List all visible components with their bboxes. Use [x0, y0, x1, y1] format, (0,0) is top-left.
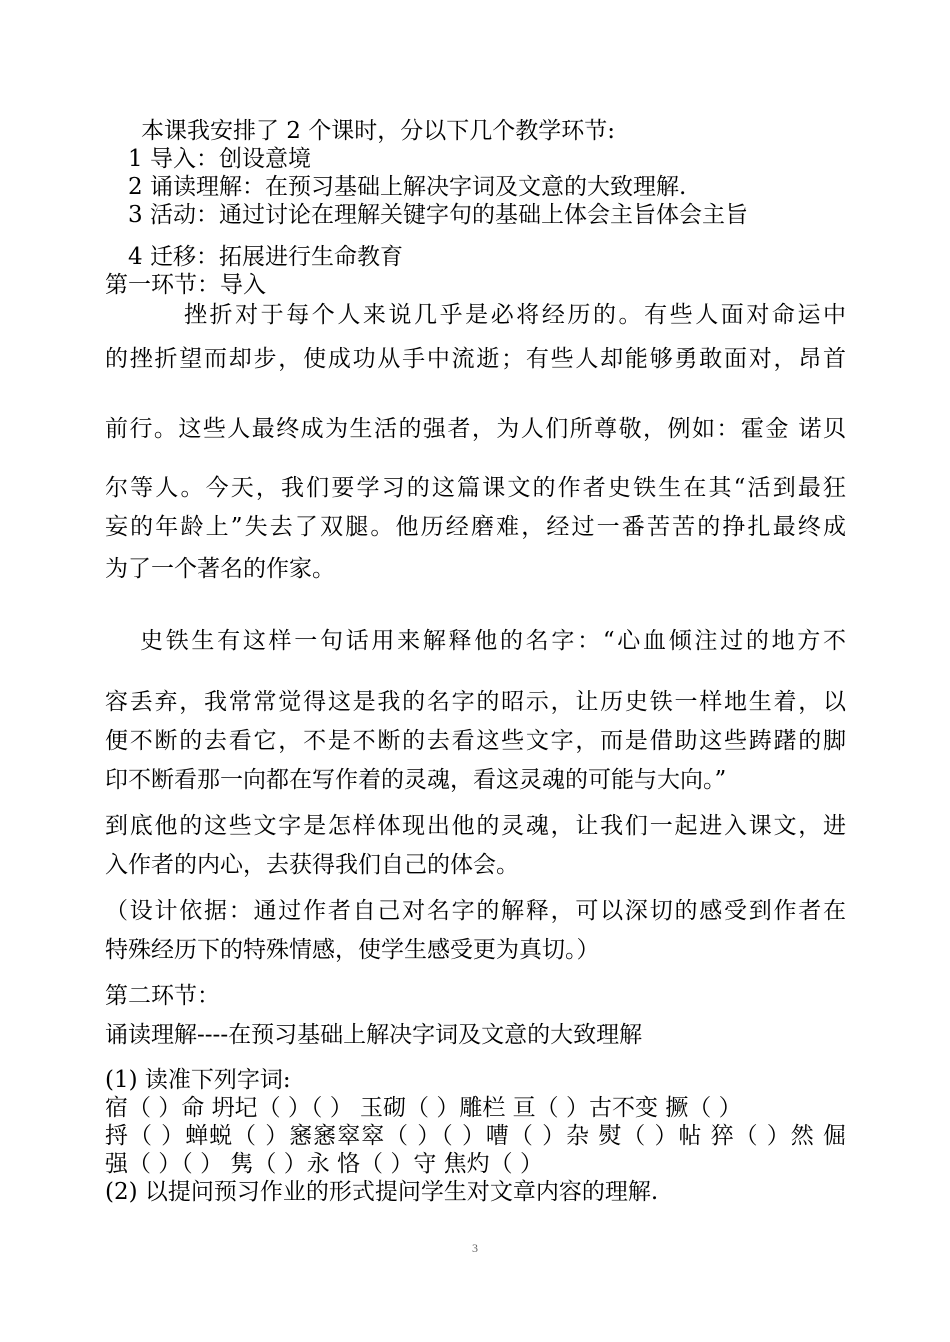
intro-step-3: 3 活动：通过讨论在理解关键字句的基础上体会主旨体会主旨 [128, 202, 748, 228]
intro-overview: 本课我安排了 2 个课时，分以下几个教学环节: [141, 118, 616, 144]
intro-step-4: 4 迁移：拓展进行生命教育 [128, 244, 403, 270]
intro-step-1: 1 导入：创设意境 [128, 146, 311, 172]
task1-title: (1) 读准下列字词: [105, 1067, 291, 1093]
section2-subheading: 诵读理解----在预习基础上解决字词及文意的大致理解 [105, 1022, 643, 1048]
section1-paragraph1-line2: 的挫折望而却步，使成功从手中流逝；有些人却能够勇敢面对，昂首 [105, 346, 846, 372]
task2: (2) 以提问预习作业的形式提问学生对文章内容的理解. [105, 1179, 659, 1205]
section1-paragraph1-line1: 挫折对于每个人来说几乎是必将经历的。有些人面对命运中 [184, 302, 846, 328]
page-number: 3 [472, 1241, 478, 1255]
section1-paragraph1-line3: 前行。这些人最终成为生活的强者，为人们所尊敬，例如：霍金 诺贝 [105, 416, 846, 442]
design-basis-line2: 特殊经历下的特殊情感，使学生感受更为真切。） [105, 937, 600, 963]
section1-paragraph1-line5: 妄的年龄上”失去了双腿。他历经磨难，经过一番苦苦的挣扎最终成 [105, 514, 846, 540]
section1-paragraph2-line4: 印不断看那一向都在写作着的灵魂，看这灵魂的可能与大向。” [105, 767, 727, 793]
section1-paragraph1-line4: 尔等人。今天，我们要学习的这篇课文的作者史铁生在其“活到最狂 [105, 475, 846, 501]
section2-heading: 第二环节： [105, 983, 220, 1009]
task1-row2: 捋（ ）蝉蜕（ ）窸窸窣窣（ ）（ ）嘈（ ）杂 熨（ ）帖 猝（ ）然 倔 [105, 1123, 846, 1149]
section1-paragraph2-line3: 便不断的去看它，不是不断的去看这些文字，而是借助这些踌躇的脚 [105, 728, 846, 754]
section1-paragraph3-line2: 入作者的内心，去获得我们自己的体会。 [105, 852, 519, 878]
section1-heading: 第一环节：导入 [105, 272, 266, 298]
section1-paragraph2-line2: 容丢弃，我常常觉得这是我的名字的昭示，让历史铁一样地生着，以 [105, 689, 846, 715]
task1-row1: 宿（ ）命 坍圮（ ）（ ） 玉砌（ ）雕栏 亘（ ）古不变 撅（ ） [105, 1095, 742, 1121]
section1-paragraph1-line6: 为了一个著名的作家。 [105, 556, 335, 582]
task1-row3: 强（ ）（ ） 隽（ ）永 恪（ ）守 焦灼（ ） [105, 1151, 543, 1177]
design-basis-line1: （设计依据：通过作者自己对名字的解释，可以深切的感受到作者在 [105, 898, 846, 924]
intro-step-2: 2 诵读理解：在预习基础上解决字词及文意的大致理解. [128, 174, 687, 200]
section1-paragraph3-line1: 到底他的这些文字是怎样体现出他的灵魂，让我们一起进入课文，进 [105, 813, 846, 839]
section1-paragraph2-line1: 史铁生有这样一句话用来解释他的名字：“心血倾注过的地方不 [140, 628, 846, 654]
